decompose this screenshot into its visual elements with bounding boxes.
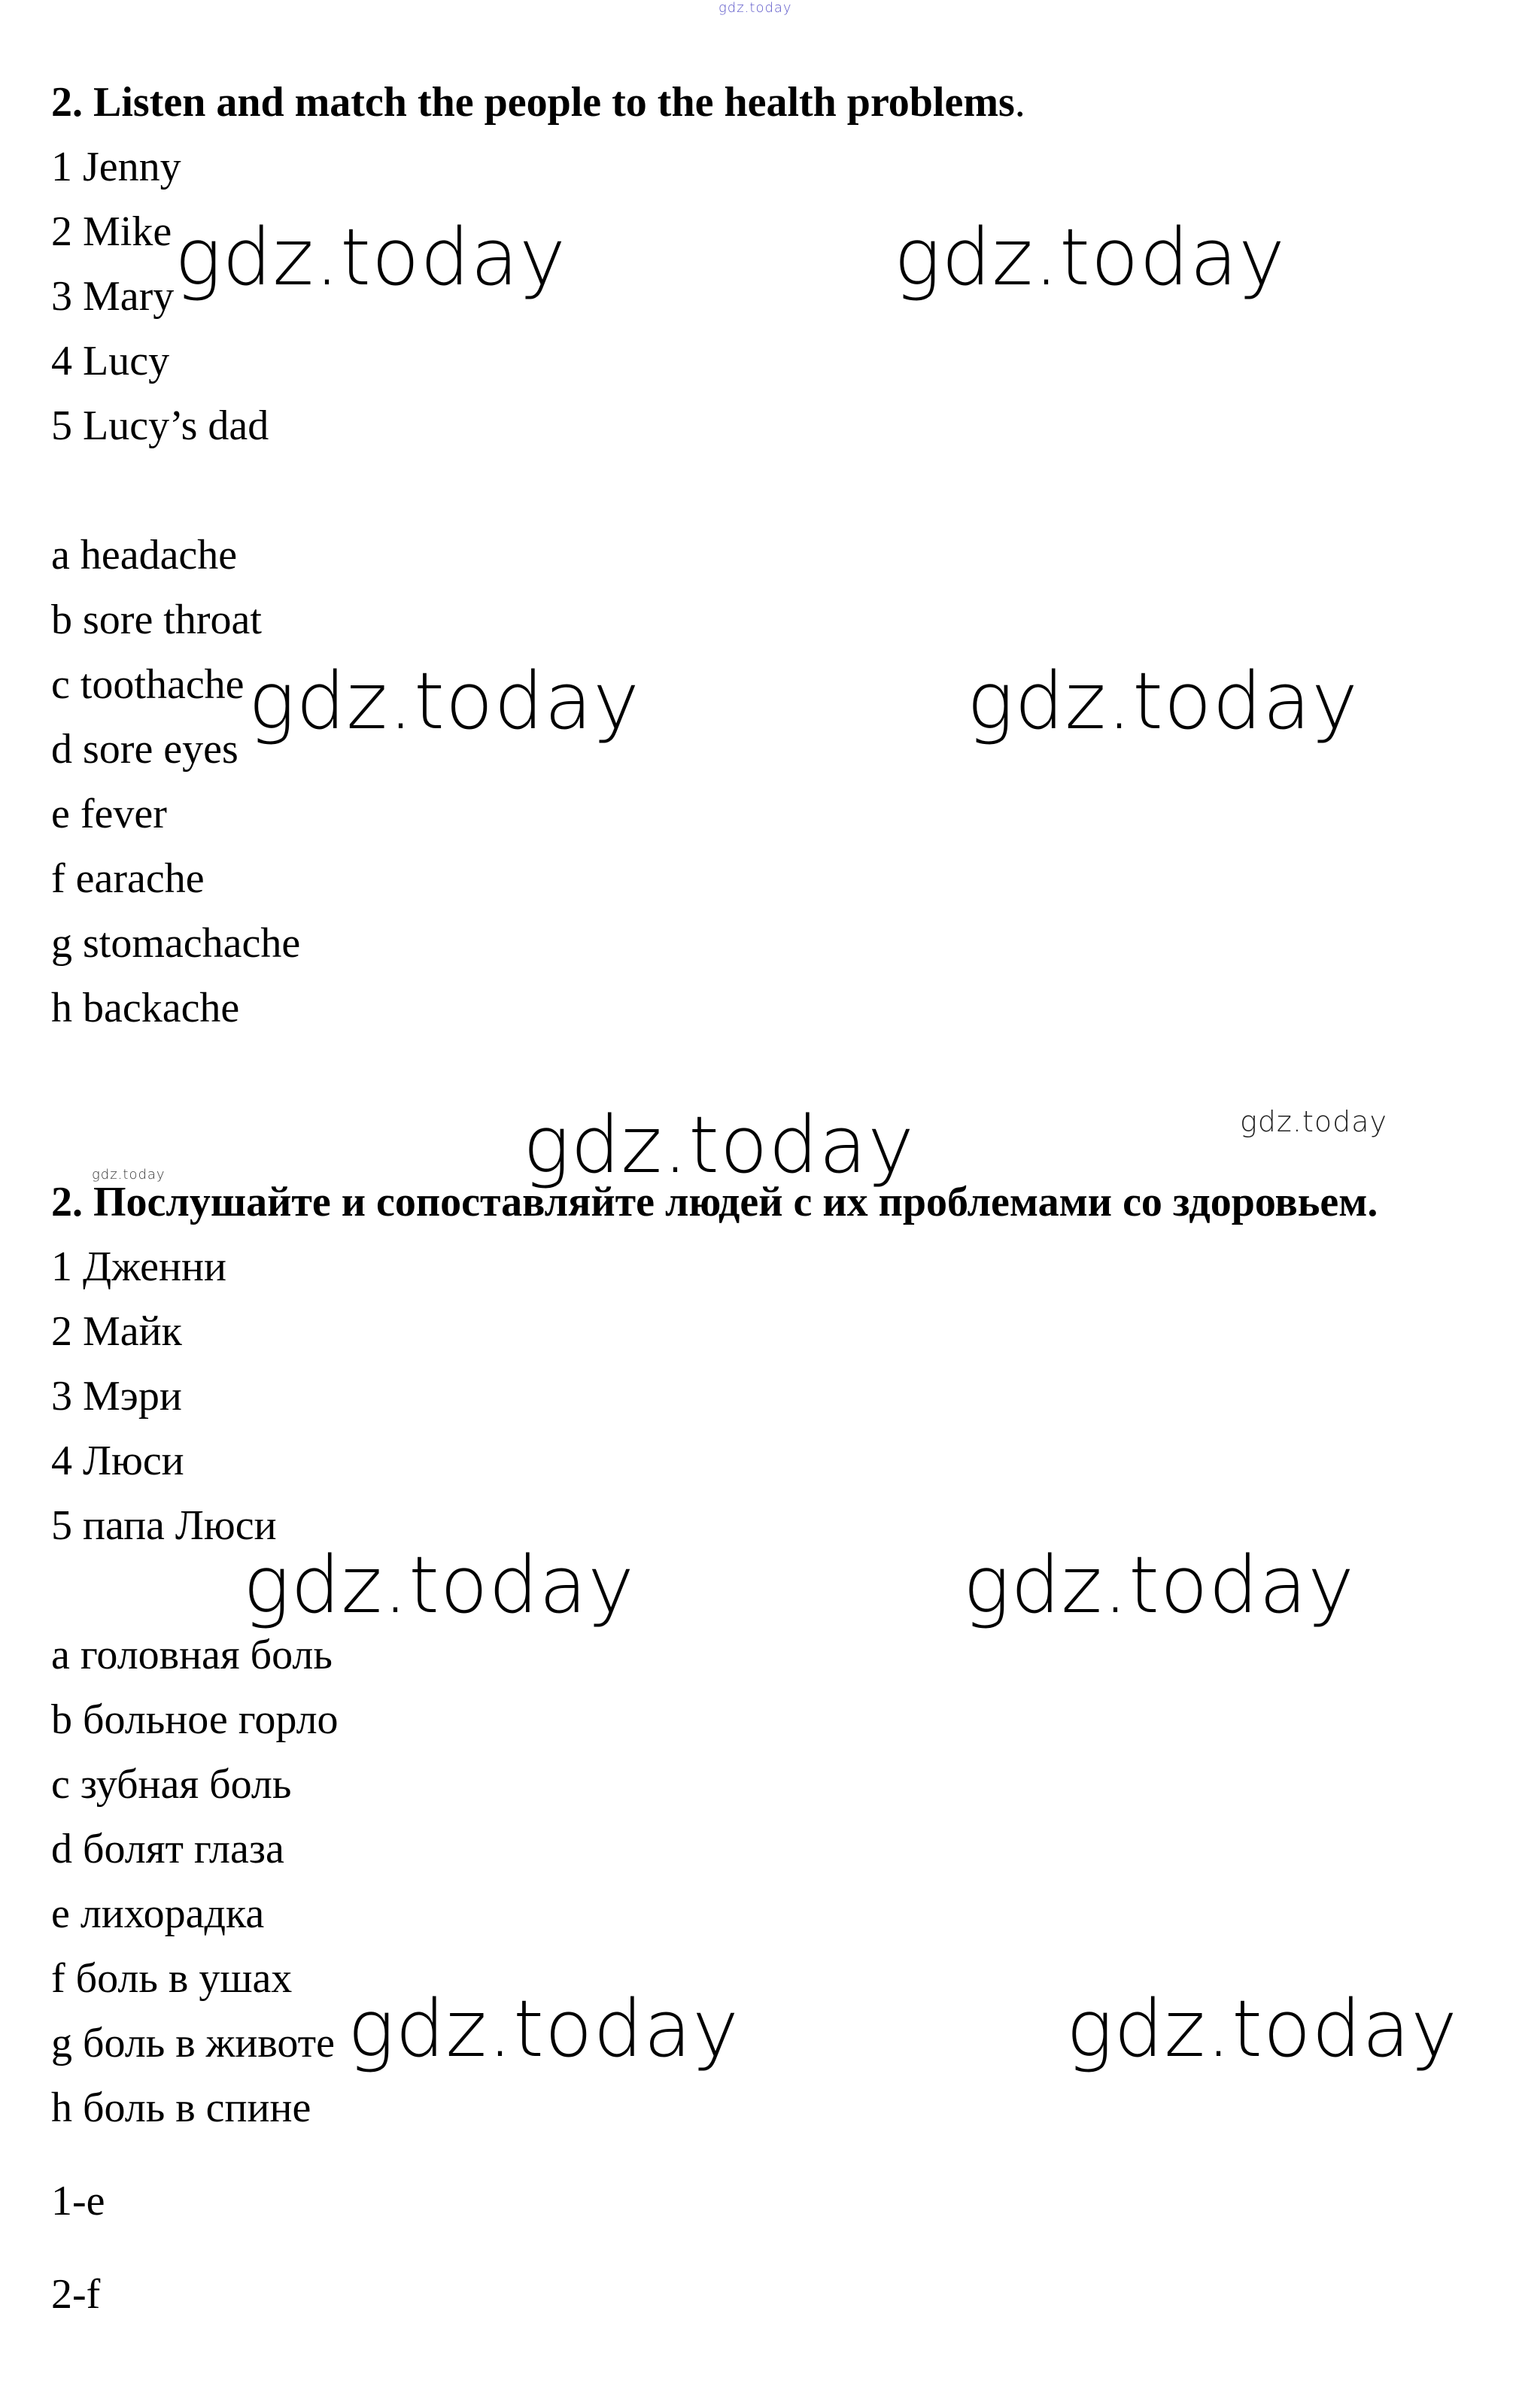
- english-person-item: 1 Jenny: [51, 144, 181, 190]
- watermark: gdz.today: [523, 1099, 915, 1191]
- russian-problem-item: b больное горло: [51, 1696, 339, 1743]
- russian-problem-item: c зубная боль: [51, 1761, 292, 1808]
- russian-problem-item: a головная боль: [51, 1632, 333, 1678]
- watermark: gdz.today: [1066, 1983, 1458, 2075]
- english-title-period: .: [1014, 79, 1025, 126]
- answer-item: 2-f: [51, 2271, 101, 2318]
- russian-problem-item: d болят глаза: [51, 1826, 284, 1872]
- english-problem-item: g stomachache: [51, 920, 301, 967]
- english-problem-item: d sore eyes: [51, 726, 238, 773]
- watermark: gdz.today: [967, 655, 1359, 747]
- watermark-top: gdz.today: [719, 0, 792, 16]
- russian-problem-item: g боль в животе: [51, 2020, 335, 2066]
- english-problem-item: f earache: [51, 855, 205, 902]
- english-problem-item: h backache: [51, 985, 240, 1031]
- watermark: gdz.today: [92, 1167, 166, 1183]
- english-person-item: 4 Lucy: [51, 338, 170, 384]
- watermark: gdz.today: [348, 1983, 740, 2075]
- english-person-item: 5 Lucy’s dad: [51, 402, 269, 449]
- english-person-item: 3 Mary: [51, 273, 175, 320]
- english-title-text: 2. Listen and match the people to the health problems: [51, 79, 1015, 126]
- russian-person-item: 5 папа Люси: [51, 1502, 277, 1549]
- russian-person-item: 1 Дженни: [51, 1243, 226, 1290]
- english-person-item: 2 Mike: [51, 208, 172, 255]
- english-problem-item: a headache: [51, 532, 238, 578]
- russian-problem-item: f боль в ушах: [51, 1955, 293, 2002]
- russian-person-item: 4 Люси: [51, 1438, 184, 1484]
- russian-task-title: 2. Послушайте и сопоставляйте людей с их проблемами со здоровьем.: [51, 1179, 1378, 1225]
- english-problem-item: e fever: [51, 791, 167, 837]
- russian-person-item: 3 Мэри: [51, 1373, 182, 1420]
- watermark: gdz.today: [243, 1539, 635, 1631]
- english-task-title: [51, 79, 1025, 126]
- russian-person-item: 2 Майк: [51, 1308, 182, 1355]
- watermark: gdz.today: [1240, 1105, 1387, 1138]
- watermark: gdz.today: [175, 211, 567, 303]
- watermark: gdz.today: [963, 1539, 1355, 1631]
- russian-problem-item: h боль в спине: [51, 2085, 311, 2131]
- answer-item: 1-e: [51, 2178, 105, 2224]
- russian-problem-item: e лихорадка: [51, 1890, 265, 1937]
- watermark: gdz.today: [248, 655, 640, 747]
- english-problem-item: c toothache: [51, 661, 245, 708]
- watermark: gdz.today: [894, 211, 1286, 303]
- english-problem-item: b sore throat: [51, 597, 262, 643]
